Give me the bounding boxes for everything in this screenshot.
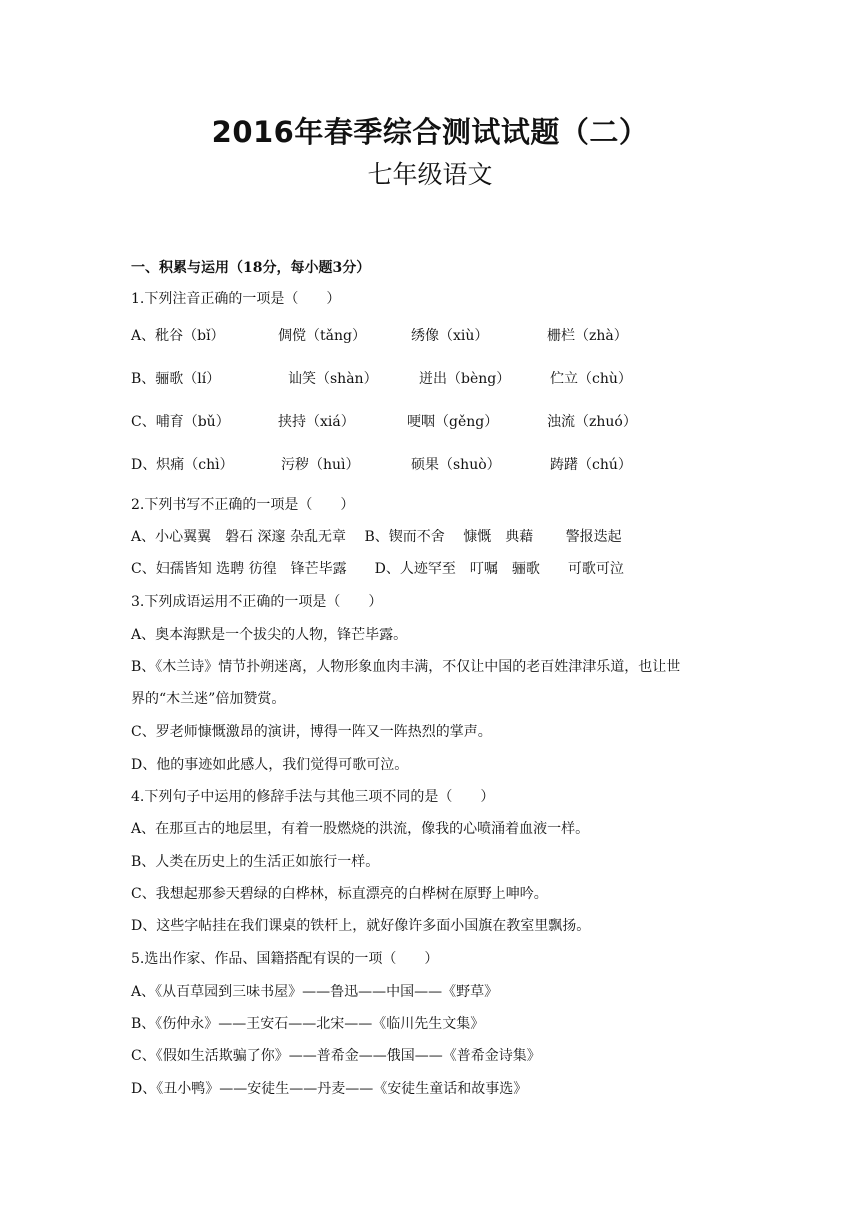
question-3-option-b: B、《木兰诗》情节扑朔迷离，人物形象血肉丰满，不仅让中国的老百姓津津乐道，也让世: [131, 659, 681, 675]
question-4-option-c: C、我想起那参天碧绿的白桦林，标直漂亮的白桦树在原野上呻吟。: [131, 886, 548, 902]
question-1-stem: 1.下列注音正确的一项是（ ）: [131, 291, 341, 307]
option-item: 讪笑（shàn）: [288, 371, 378, 387]
question-2-stem: 2.下列书写不正确的一项是（ ）: [131, 497, 355, 513]
option-item: D、炽痛（chì）: [131, 457, 234, 473]
section-heading: 一、积累与运用（18分，每小题3分）: [131, 260, 371, 276]
option-item: 哽咽（gěng）: [407, 414, 499, 430]
question-2-options-cd: C、妇孺皆知 选聘 彷徨 锋芒毕露 D、人迹罕至 叮嘱 骊歌 可歌可泣: [131, 561, 624, 577]
option-item: A、秕谷（bǐ）: [131, 328, 225, 344]
question-4-stem: 4.下列句子中运用的修辞手法与其他三项不同的是（ ）: [131, 789, 495, 805]
option-item: 绣像（xiù）: [411, 328, 489, 344]
question-5-option-d: D、《丑小鸭》——安徒生——丹麦——《安徒生童话和故事选》: [131, 1081, 528, 1097]
question-1-option-a: [131, 326, 771, 346]
exam-subtitle: 七年级语文: [367, 160, 493, 189]
option-item: 伫立（chù）: [550, 371, 632, 387]
question-3-option-d: D、他的事迹如此感人，我们觉得可歌可泣。: [131, 757, 409, 773]
question-3-option-a: A、奥本海默是一个拔尖的人物，锋芒毕露。: [131, 627, 408, 643]
question-3-stem: 3.下列成语运用不正确的一项是（ ）: [131, 594, 383, 610]
question-1-option-b: [131, 369, 771, 389]
option-item: 栅栏（zhà）: [547, 328, 628, 344]
option-item: 硕果（shuò）: [411, 457, 501, 473]
question-4-option-d: D、这些字帖挂在我们课桌的铁杆上，就好像许多面小国旗在教室里飘扬。: [131, 918, 591, 934]
question-1-option-c: [131, 412, 771, 432]
option-item: 迸出（bèng）: [419, 371, 511, 387]
question-3-option-b-cont: 界的“木兰迷”倍加赞赏。: [131, 691, 286, 707]
option-item: 踌躇（chú）: [550, 457, 632, 473]
question-5-stem: 5.选出作家、作品、国籍搭配有误的一项（ ）: [131, 951, 439, 967]
question-4-option-b: B、人类在历史上的生活正如旅行一样。: [131, 854, 380, 870]
question-4-option-a: A、在那亘古的地层里，有着一股燃烧的洪流，像我的心喷涌着血液一样。: [131, 821, 590, 837]
option-item: C、哺育（bǔ）: [131, 414, 230, 430]
question-3-option-c: C、罗老师慷慨激昂的演讲，博得一阵又一阵热烈的掌声。: [131, 724, 492, 740]
option-item: 倜傥（tǎng）: [278, 328, 366, 344]
exam-title: 2016年春季综合测试试题（二）: [211, 115, 649, 149]
question-2-options-ab: A、小心翼翼 磐石 深邃 杂乱无章 B、锲而不舍 慷慨 典藉 警报迭起: [131, 529, 622, 545]
question-1-option-d: [131, 455, 771, 475]
option-item: 污秽（huì）: [281, 457, 360, 473]
question-5-option-b: B、《伤仲永》——王安石——北宋——《临川先生文集》: [131, 1016, 485, 1032]
option-item: 浊流（zhuó）: [547, 414, 637, 430]
option-item: 挟持（xiá）: [278, 414, 355, 430]
option-item: B、骊歌（lí）: [131, 371, 221, 387]
question-5-option-a: A、《从百草园到三味书屋》——鲁迅——中国——《野草》: [131, 984, 499, 1000]
question-5-option-c: C、《假如生活欺骗了你》——普希金——俄国——《普希金诗集》: [131, 1048, 541, 1064]
